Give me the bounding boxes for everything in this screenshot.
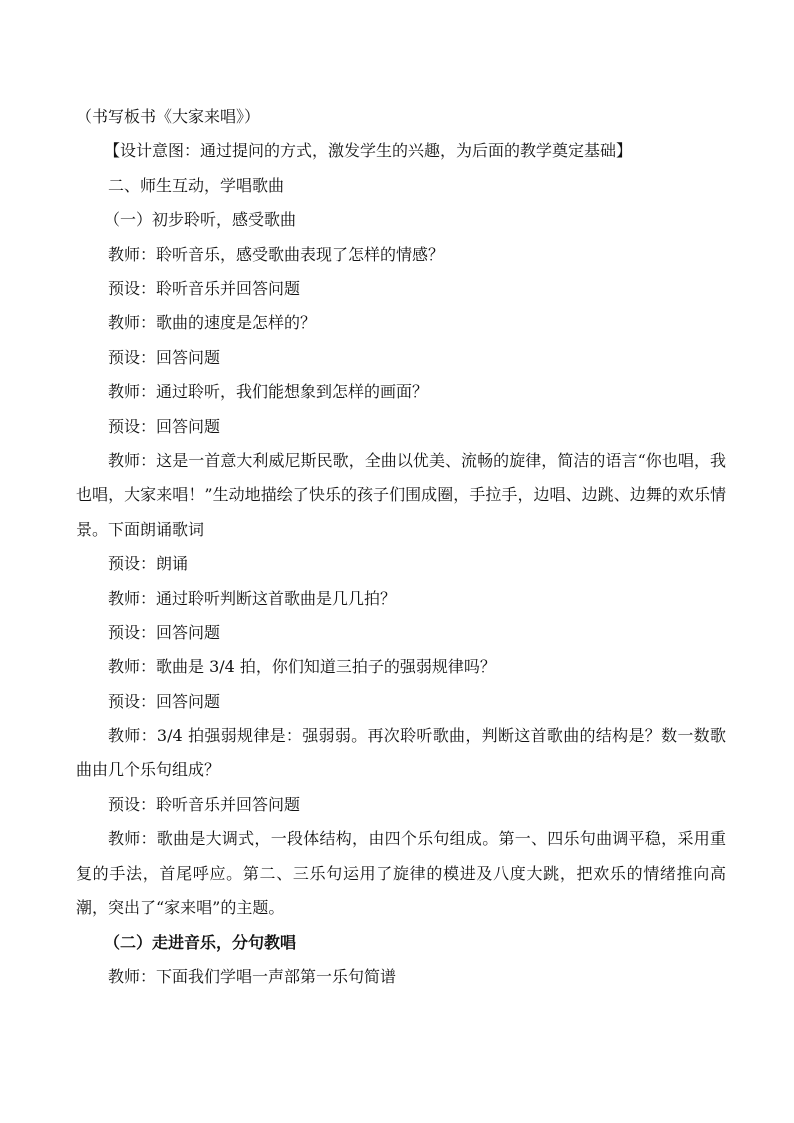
board-writing-note: （书写板书《大家来唱》） [76,107,261,126]
preset-line: 预设：回答问题 [108,416,221,436]
teacher-line: 教师：通过聆听判断这首歌曲是几几拍？ [108,588,397,608]
preset-line: 预设：回答问题 [108,622,221,642]
design-intent-note: 【设计意图：通过提问的方式，激发学生的兴趣，为后面的教学奠定基础】 [104,141,633,161]
teacher-line: 教师：歌曲的速度是怎样的？ [108,313,317,333]
teacher-line: 教师：聆听音乐，感受歌曲表现了怎样的情感？ [108,244,445,264]
subsection-heading-2: （二）走进音乐，分句教唱 [104,932,297,952]
preset-line: 预设：回答问题 [108,691,221,711]
teacher-paragraph: 教师：3/4 拍强弱规律是：强弱弱。再次聆听歌曲，判断这首歌曲的结构是？数一数歌曲由几个乐句组成？ [76,726,726,780]
preset-line: 预设：朗诵 [108,554,189,574]
preset-line: 预设：聆听音乐并回答问题 [108,278,301,298]
subsection-heading-1: （一）初步聆听，感受歌曲 [104,210,297,230]
teacher-line: 教师：通过聆听，我们能想象到怎样的画面？ [108,382,429,402]
teacher-line: 教师：下面我们学唱一声部第一乐句简谱 [108,966,397,986]
preset-line: 预设：回答问题 [108,347,221,367]
section-heading-2: 二、师生互动，学唱歌曲 [108,175,285,195]
teacher-paragraph: 教师：这是一首意大利威尼斯民歌，全曲以优美、流畅的旋律，简洁的语言“你也唱，我也唱，大家来唱！”生动地描绘了快乐的孩子们围成圈，手拉手，边唱、边跳、边舞的欢乐情景。下面朗诵歌词 [76,450,726,539]
teacher-line: 教师：歌曲是 3/4 拍，你们知道三拍子的强弱规律吗？ [108,657,496,677]
document-body [76,100,726,994]
preset-line: 预设：聆听音乐并回答问题 [108,794,301,814]
teacher-paragraph: 教师：歌曲是大调式，一段体结构，由四个乐句组成。第一、四乐句曲调平稳，采用重复的手法，首尾呼应。第二、三乐句运用了旋律的模进及八度大跳，把欢乐的情绪推向高潮，突出了“家来唱”的主题。 [76,829,726,918]
